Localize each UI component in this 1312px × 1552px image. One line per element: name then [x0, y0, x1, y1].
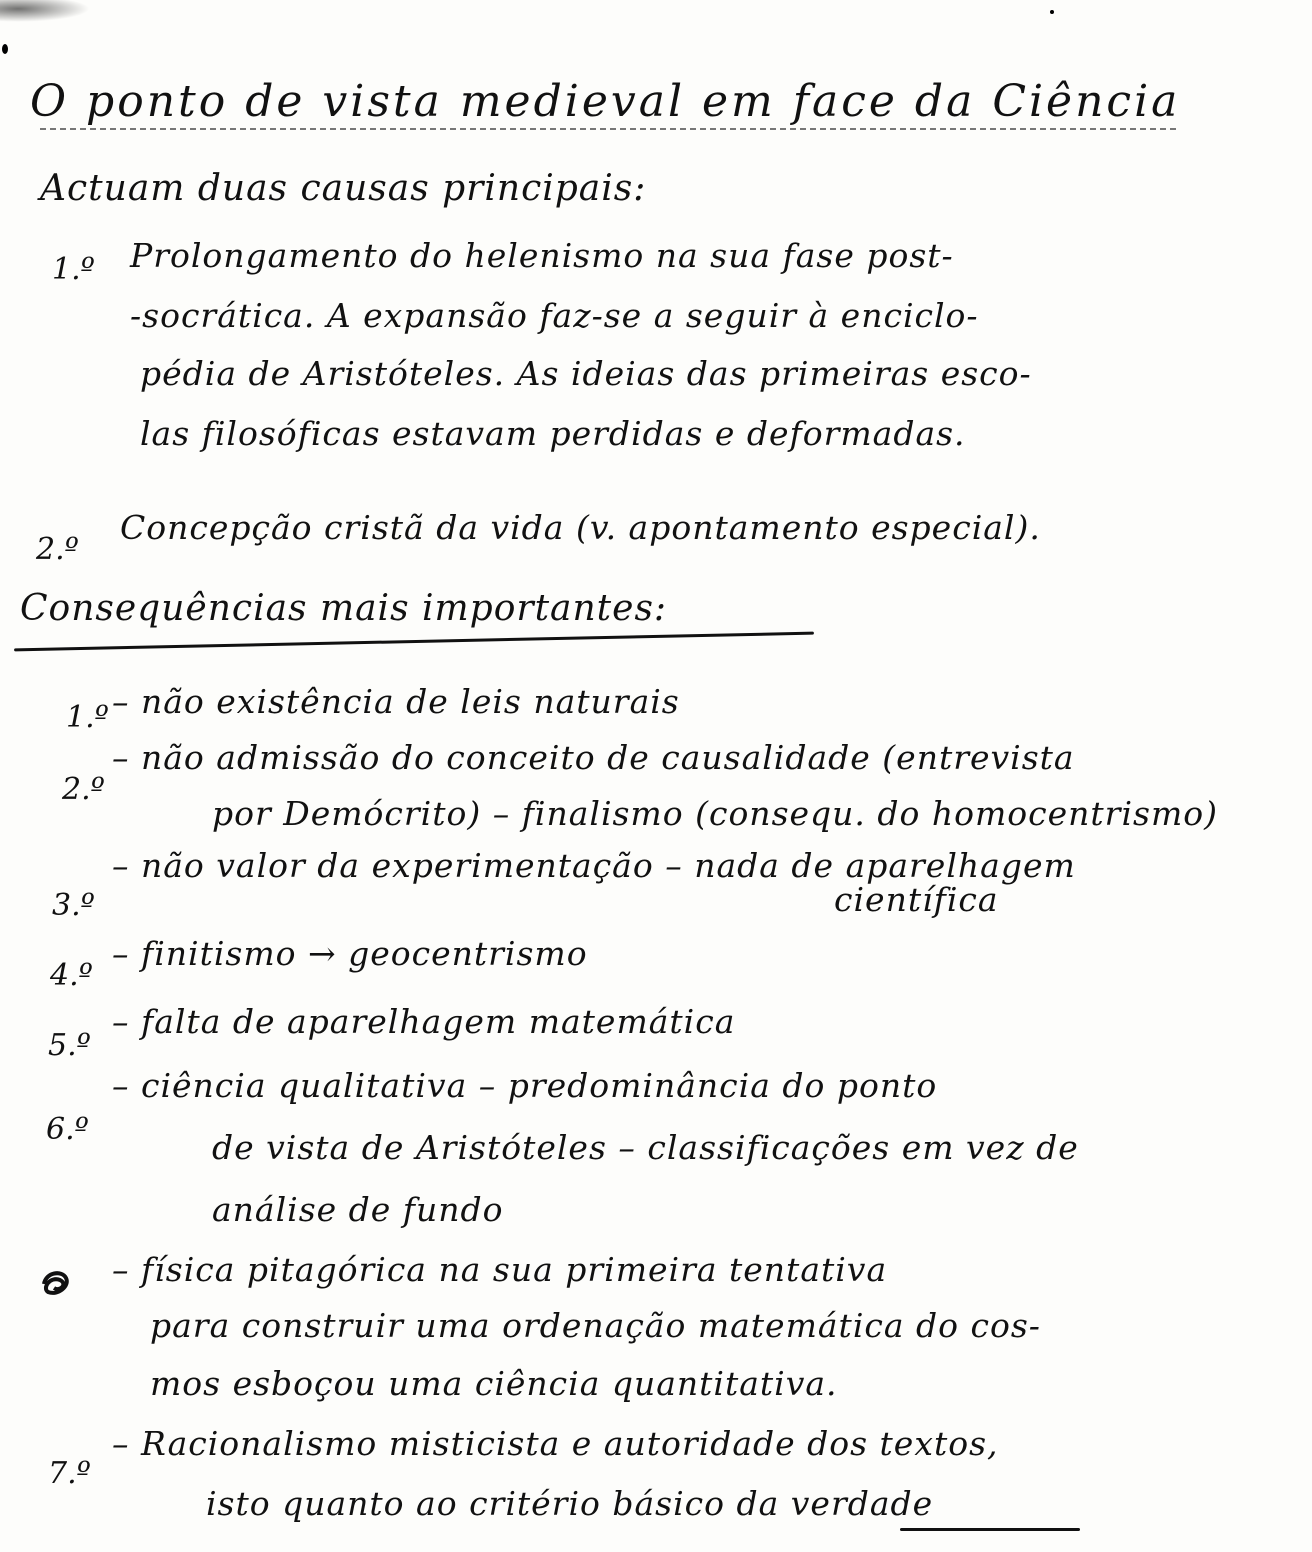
- consequence-number: 7.º: [48, 1456, 91, 1491]
- consequence-number: 3.º: [52, 888, 95, 923]
- scan-speckle: [0, 0, 90, 22]
- cause-line: Concepção cristã da vida (v. apontamento especial).: [120, 508, 1041, 547]
- cause-line: las filosóficas estavam perdidas e deformadas.: [140, 414, 966, 453]
- consequence-line: mos esboçou uma ciência quantitativa.: [150, 1364, 838, 1403]
- consequence-number: 2.º: [62, 772, 105, 807]
- scan-mark: [2, 44, 8, 54]
- consequence-number: 5.º: [48, 1028, 91, 1063]
- consequence-number: 6.º: [46, 1112, 89, 1147]
- consequence-line: análise de fundo: [212, 1190, 504, 1229]
- consequence-number: 4.º: [50, 958, 93, 993]
- consequence-line: – Racionalismo misticista e autoridade dos textos,: [112, 1424, 999, 1463]
- cause-number: 1.º: [52, 252, 95, 287]
- heading-underline: [14, 632, 814, 652]
- scribbled-number-mark: [40, 1268, 74, 1298]
- page-title: O ponto de vista medieval em face da Ciência: [30, 76, 1181, 127]
- consequence-line: – falta de aparelhagem matemática: [112, 1002, 736, 1041]
- consequence-number: 1.º: [66, 700, 109, 735]
- consequence-line: de vista de Aristóteles – classificações em vez de: [212, 1128, 1079, 1167]
- consequence-line: isto quanto ao critério básico da verdade: [206, 1484, 934, 1523]
- verdade-underline: [900, 1528, 1080, 1531]
- consequences-heading: Consequências mais importantes:: [20, 588, 668, 629]
- consequence-line: científica: [834, 880, 999, 919]
- consequence-line: – ciência qualitativa – predominância do ponto: [112, 1066, 938, 1105]
- intro-line: Actuam duas causas principais:: [40, 168, 647, 209]
- consequence-line: por Demócrito) – finalismo (consequ. do homocentrismo): [212, 794, 1218, 833]
- cause-number: 2.º: [36, 532, 79, 567]
- cause-line: pédia de Aristóteles. As ideias das primeiras esco-: [140, 354, 1032, 393]
- scan-mark: [1050, 10, 1054, 14]
- consequence-line: – física pitagórica na sua primeira tentativa: [112, 1250, 888, 1289]
- cause-line: -socrática. A expansão faz-se a seguir à enciclo-: [130, 296, 979, 335]
- consequence-line: – não valor da experimentação – nada de aparelhagem: [112, 846, 1076, 885]
- consequence-line: – não admissão do conceito de causalidade (entrevista: [112, 738, 1075, 777]
- consequence-line: – finitismo → geocentrismo: [112, 934, 588, 973]
- cause-line: Prolongamento do helenismo na sua fase post-: [130, 236, 954, 275]
- consequence-line: – não existência de leis naturais: [112, 682, 680, 721]
- title-rule: [40, 128, 1180, 130]
- consequence-line: para construir uma ordenação matemática do cos-: [150, 1306, 1041, 1345]
